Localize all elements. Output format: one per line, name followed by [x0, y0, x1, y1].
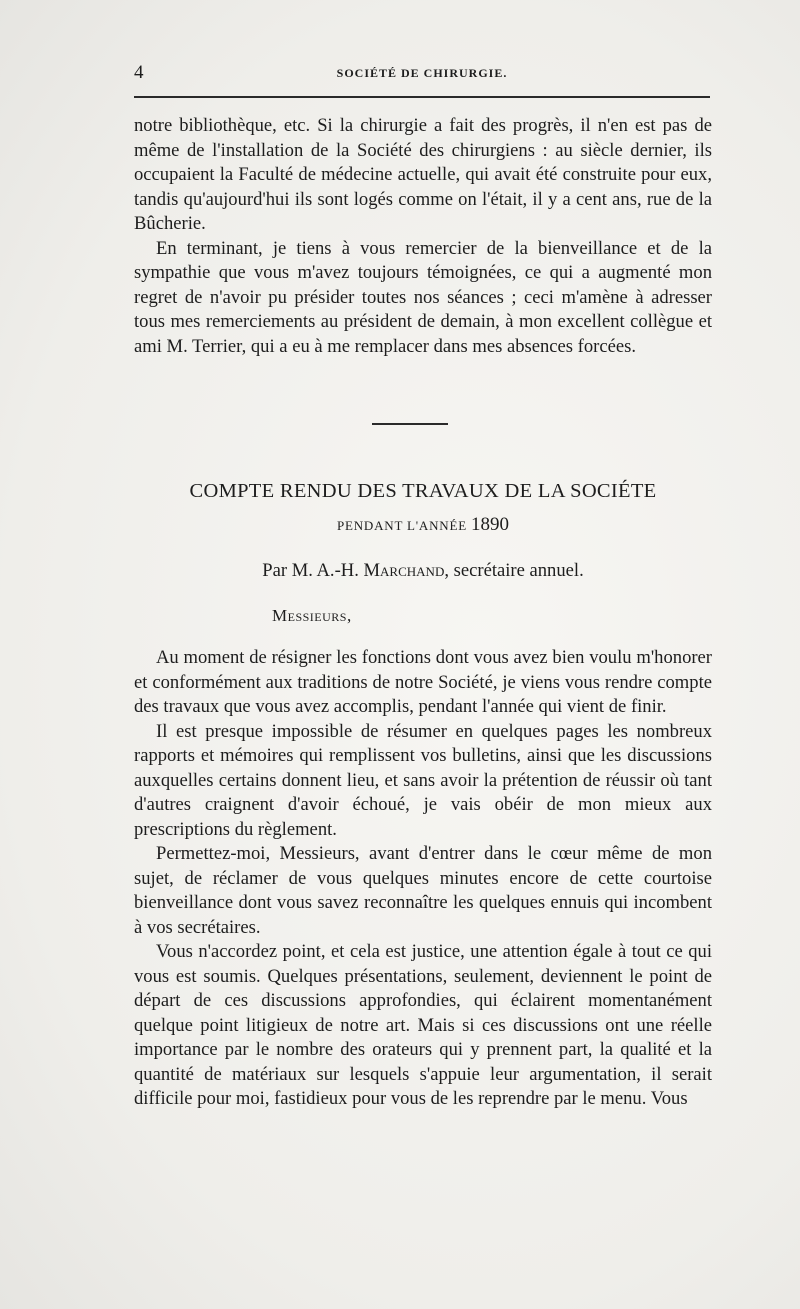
page-number: 4 — [134, 62, 144, 83]
paragraph: Au moment de résigner les fonctions dont vous avez bien voulu m'honorer et conformément aux traditions de notre Société, je viens vous rendre compte des travaux que vous avez accomplis, pendant l'année qui vient de finir. — [134, 647, 712, 717]
byline-suffix: , secrétaire annuel. — [444, 560, 584, 581]
paragraph: Vous n'accordez point, et cela est justice, une attention égale à tout ce qui vous est soumis. Quelques présentations, seulement, deviennent le point de départ de ces discussions approfondies, qui éclairent momentanément quelque point litigieux de notre art. Mais si ces discussions ont une réelle importance par le nombre des orateurs qui y prennent part, la qualité et la quantité de matériaux sur lesquels s'appuie leur argumentation, il serait difficile pour moi, fastidieux pour vous de les reprendre par le menu. Vous — [134, 941, 712, 1109]
paragraph: Permettez-moi, Messieurs, avant d'entrer dans le cœur même de mon sujet, de réclamer de vous quelques minutes encore de cette courtoise bienveillance dont vous savez reconnaître les quelques ennuis qui incombent à vos secrétaires. — [134, 843, 712, 938]
section-subtitle — [134, 514, 712, 536]
salutation: Messieurs, — [272, 606, 352, 625]
byline-name: Marchand — [363, 560, 445, 581]
byline — [134, 560, 712, 582]
report-text-block — [134, 646, 712, 1112]
subtitle-year: 1890 — [471, 514, 510, 535]
byline-prefix: Par M. A.-H. — [262, 560, 359, 581]
header-rule — [134, 96, 710, 98]
running-title: SOCIÉTÉ DE CHIRURGIE. — [336, 66, 508, 80]
subtitle-prefix: PENDANT L'ANNÉE — [336, 518, 467, 533]
section-title: COMPTE RENDU DES TRAVAUX DE LA SOCIÉTE — [189, 480, 657, 502]
paragraph: notre bibliothèque, etc. Si la chirurgie a fait des progrès, il n'en est pas de même de l'installation de la Société des chirurgiens : au siècle dernier, ils occupaient la Faculté de médecine actuelle, qui avait été construite pour eux, tandis qu'aujourd'hui ils sont logés comme on l'était, il y a cent ans, rue de la Bûcherie. — [134, 115, 712, 234]
paragraph: En terminant, je tiens à vous remercier de la bienveillance et de la sympathie que vous m'avez toujours témoignées, ce qui a augmenté mon regret de n'avoir pu présider toutes nos séances ; ceci m'amène à adresser tous mes remerciements au président de demain, à mon excellent collègue et ami M. Terrier, qui a eu à me remplacer dans mes absences forcées. — [134, 237, 712, 357]
paragraph: Il est presque impossible de résumer en quelques pages les nombreux rapports et mémoires qui remplissent vos bulletins, ainsi que les discussions auxquelles certains donnent lieu, et sans avoir la prétention de réussir où tant d'autres craignent d'avoir échoué, je vais obéir de mon mieux aux prescriptions du règlement. — [134, 720, 712, 840]
previous-text-block — [134, 114, 712, 359]
running-head — [134, 62, 710, 86]
section-separator — [372, 423, 448, 425]
